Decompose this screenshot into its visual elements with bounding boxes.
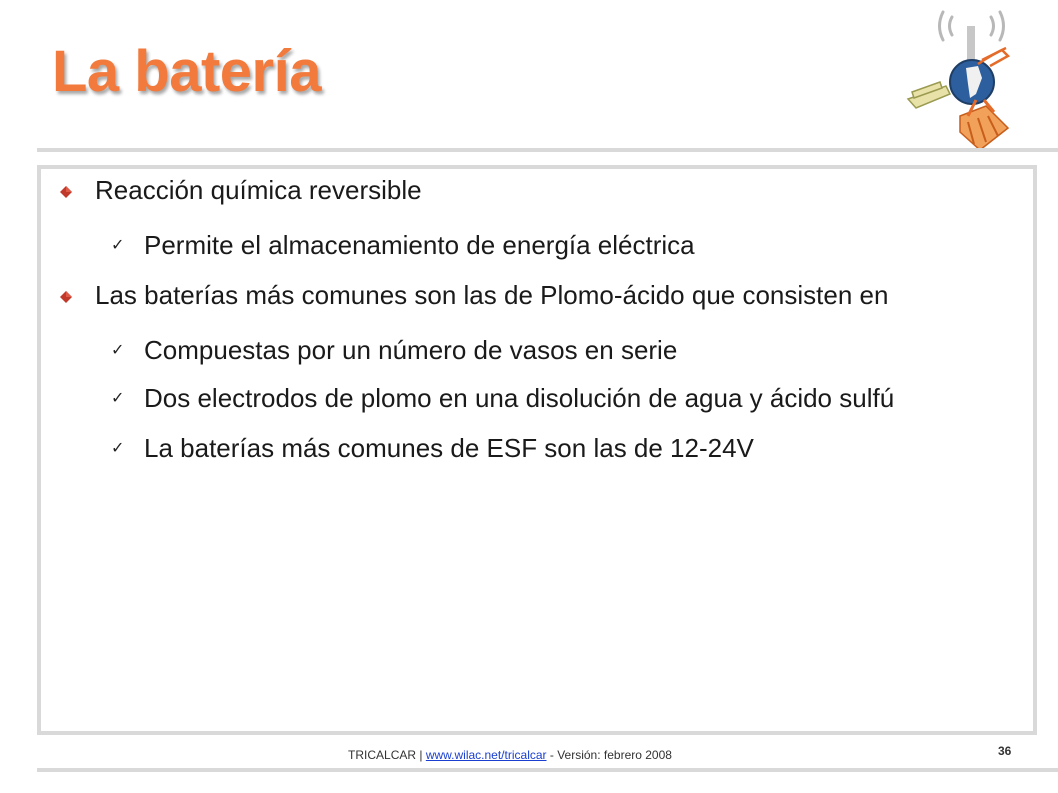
red-diamond-bullet-icon <box>59 185 73 199</box>
checkmark-icon: ✓ <box>111 342 125 359</box>
wilac-logo <box>898 4 1048 154</box>
title-divider <box>37 148 1058 152</box>
checkmark-icon: ✓ <box>111 237 125 254</box>
slide-title: La batería <box>52 39 321 104</box>
slide-footer <box>0 748 1020 762</box>
footer-divider <box>37 768 1058 772</box>
red-diamond-bullet-icon <box>59 290 73 304</box>
footer-link[interactable]: www.wilac.net/tricalcar <box>425 748 547 762</box>
checkmark-icon: ✓ <box>111 390 125 407</box>
footer-prefix: TRICALCAR | <box>348 748 426 762</box>
checkmark-icon: ✓ <box>111 440 125 457</box>
page-number: 36 <box>998 744 1012 758</box>
content-area: Reacción química reversible ✓ Permite el almacenamiento de energía eléctrica Las baterías más comunes son las de Plomo-ácido que consisten en ✓ Compuestas por un número de vasos en serie ✓ Dos electrodos de plomo en una disolución de agua y ácido sulfú ✓ La baterías más comunes de ESF son las de 12-24V <box>37 165 1037 735</box>
footer-suffix: - Versión: febrero 2008 <box>546 748 672 762</box>
